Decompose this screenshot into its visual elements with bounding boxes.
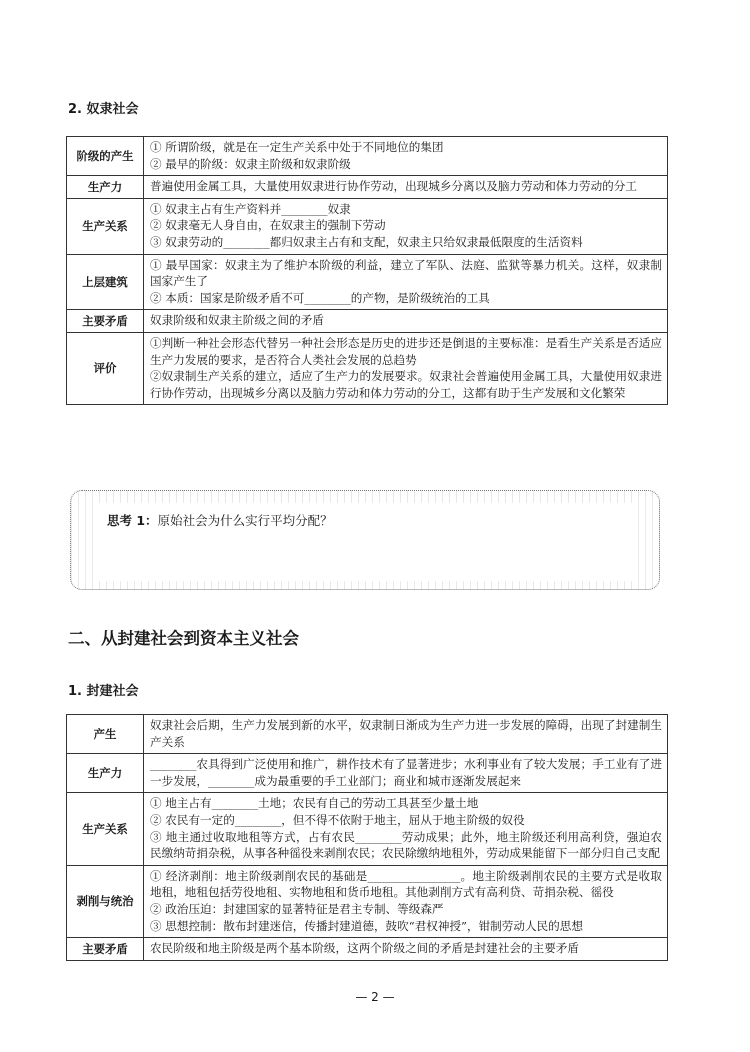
row-label: 生产力 xyxy=(67,176,144,199)
think-question-text: 原始社会为什么实行平均分配？ xyxy=(157,513,333,528)
content-line: 普遍使用金属工具，大量使用奴隶进行协作劳动，出现城乡分离以及脑力劳动和体力劳动的分工 xyxy=(150,179,637,194)
content-line: ③ 地主通过收取地租等方式，占有农民________劳动成果；此外，地主阶级还利用高利贷，强迫农民缴纳苛捐杂税，从事各种徭役来剥削农民；农民除缴纳地租外，劳动成果能留下一部分归自己支配 xyxy=(150,829,662,861)
think-box xyxy=(70,490,660,590)
content-line: ________农具得到广泛使用和推广，耕作技术有了显著进步；水利事业有了较大发展；手工业有了进一步发展，________成为最重要的手工业部门；商业和城市逐渐发展起来 xyxy=(150,757,662,788)
content-line: ①判断一种社会形态代替另一种社会形态是历史的进步还是倒退的主要标准：是看生产关系是否适应生产力发展的要求，是否符合人类社会发展的总趋势 xyxy=(150,335,662,367)
row-content xyxy=(144,715,668,754)
section-heading: 2. 奴隶社会 xyxy=(68,102,139,117)
row-label: 生产关系 xyxy=(67,198,144,254)
row-content xyxy=(144,254,668,310)
table-row xyxy=(67,754,668,793)
content-line: ② 政治压迫：封建国家的显著特征是君主专制、等级森严 xyxy=(150,901,444,916)
slavery-table xyxy=(66,136,668,405)
content-line: ① 奴隶主占有生产资料并________奴隶 xyxy=(150,201,351,216)
page-number: — 2 — xyxy=(355,990,395,1004)
row-label: 产生 xyxy=(67,715,144,754)
row-label: 剥削与统治 xyxy=(67,865,144,937)
table-row xyxy=(67,176,668,199)
content-line: ① 地主占有________土地；农民有自己的劳动工具甚至少量土地 xyxy=(150,796,479,811)
content-line: ③ 思想控制：散布封建迷信，传播封建道德，鼓吹“君权神授”，钳制劳动人民的思想 xyxy=(150,918,583,933)
chapter-heading: 二、从封建社会到资本主义社会 xyxy=(68,629,299,648)
row-content xyxy=(144,938,668,961)
row-label: 主要矛盾 xyxy=(67,938,144,961)
row-label: 评价 xyxy=(67,332,144,404)
table-row xyxy=(67,793,668,865)
content-line: ②奴隶制生产关系的建立，适应了生产力的发展要求。奴隶社会普遍使用金属工具，大量使用奴隶进行协作劳动，出现城乡分离以及脑力劳动和体力劳动的分工，这都有助于生产发展和文化繁荣 xyxy=(150,369,662,400)
table-row xyxy=(67,332,668,404)
row-content xyxy=(144,310,668,333)
row-content xyxy=(144,865,668,937)
row-label: 上层建筑 xyxy=(67,254,144,310)
content-line: 奴隶阶级和奴隶主阶级之间的矛盾 xyxy=(150,313,324,328)
row-label: 主要矛盾 xyxy=(67,310,144,333)
feudal-table xyxy=(66,714,668,961)
content-line: 奴隶社会后期，生产力发展到新的水平，奴隶制日渐成为生产力进一步发展的障碍，出现了封建制生产关系 xyxy=(150,718,662,749)
content-line: ② 最早的阶级：奴隶主阶级和奴隶阶级 xyxy=(150,156,351,171)
content-line: ① 所谓阶级，就是在一定生产关系中处于不同地位的集团 xyxy=(150,140,444,154)
table-row xyxy=(67,715,668,754)
row-content xyxy=(144,176,668,199)
content-line: ① 最早国家：奴隶主为了维护本阶级的利益，建立了军队、法庭、监狱等暴力机关。这样，奴隶制国家产生了 xyxy=(150,257,662,289)
table-row xyxy=(67,137,668,176)
content-line: 农民阶级和地主阶级是两个基本阶级，这两个阶级之间的矛盾是封建社会的主要矛盾 xyxy=(150,941,579,956)
table-row xyxy=(67,254,668,310)
content-line: ② 奴隶毫无人身自由，在奴隶主的强制下劳动 xyxy=(150,218,386,233)
row-label: 生产力 xyxy=(67,754,144,793)
section-heading: 1. 封建社会 xyxy=(68,684,139,699)
think-answer-area xyxy=(95,503,635,581)
table-row xyxy=(67,865,668,937)
row-content xyxy=(144,332,668,404)
row-label: 阶级的产生 xyxy=(67,137,144,176)
table-row xyxy=(67,938,668,961)
row-content xyxy=(144,754,668,793)
content-line: ③ 奴隶劳动的________都归奴隶主占有和支配，奴隶主只给奴隶最低限度的生活资料 xyxy=(150,234,583,249)
content-line: ① 经济剥削：地主阶级剥削农民的基础是________________。地主阶级剥削农民的主要方式是收取地租，地租包括劳役地租、实物地租和货币地租。其他剥削方式有高利贷、苛捐杂税、徭役 xyxy=(150,868,662,900)
think-label: 思考 1： xyxy=(107,513,158,528)
row-content xyxy=(144,137,668,176)
content-line: ② 本质：国家是阶级矛盾不可________的产物，是阶级统治的工具 xyxy=(150,290,490,305)
content-line: ② 农民有一定的________，但不得不依附于地主，屈从于地主阶级的奴役 xyxy=(150,812,525,827)
think-question xyxy=(107,511,333,529)
row-content xyxy=(144,793,668,865)
row-content xyxy=(144,198,668,254)
row-label: 生产关系 xyxy=(67,793,144,865)
table-row xyxy=(67,310,668,333)
table-row xyxy=(67,198,668,254)
